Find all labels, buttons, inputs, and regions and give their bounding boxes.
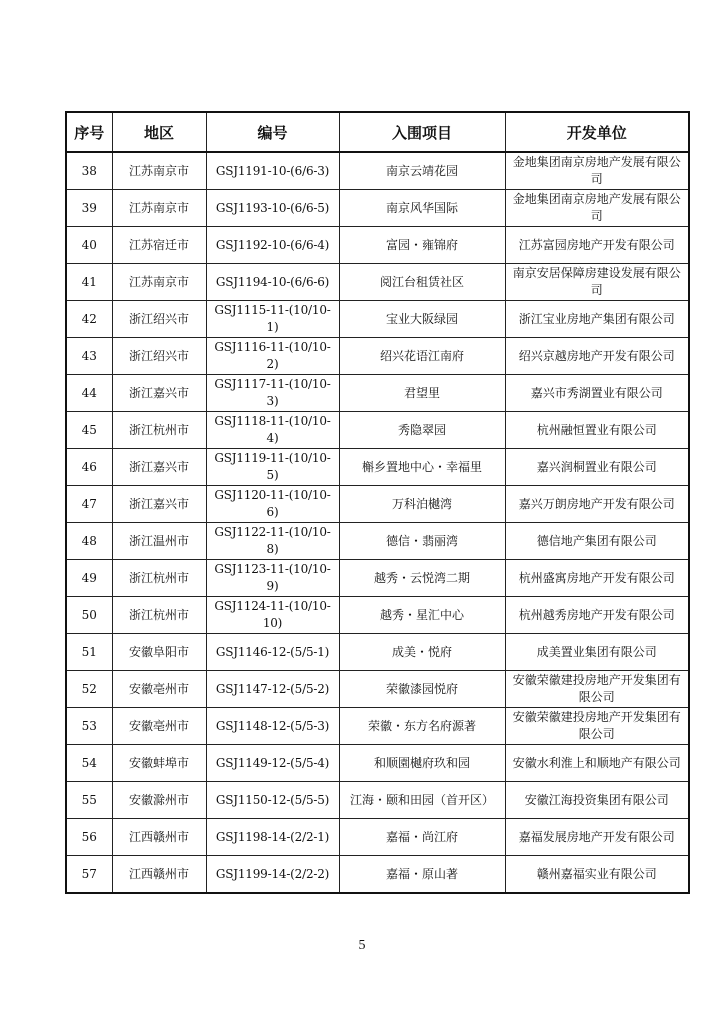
table-row: [66, 856, 689, 894]
header-index: 序号: [66, 112, 112, 152]
cell-project: 南京云靖花园: [339, 152, 505, 190]
cell-region: 浙江绍兴市: [112, 301, 206, 338]
cell-code: GSJ1117-11-(10/10-3): [206, 375, 339, 412]
cell-project: 嘉福・原山著: [339, 856, 505, 894]
cell-developer: 嘉兴万朗房地产开发有限公司: [505, 486, 689, 523]
header-code: 编号: [206, 112, 339, 152]
cell-project: 南京风华国际: [339, 190, 505, 227]
project-table: [65, 111, 690, 894]
table-row: [66, 338, 689, 375]
cell-developer: 浙江宝业房地产集团有限公司: [505, 301, 689, 338]
cell-region: 浙江绍兴市: [112, 338, 206, 375]
cell-region: 浙江嘉兴市: [112, 449, 206, 486]
header-project: 入围项目: [339, 112, 505, 152]
cell-project: 君望里: [339, 375, 505, 412]
table-row: [66, 745, 689, 782]
cell-index: 54: [66, 745, 112, 782]
cell-code: GSJ1193-10-(6/6-5): [206, 190, 339, 227]
table-row: [66, 782, 689, 819]
cell-index: 39: [66, 190, 112, 227]
cell-project: 成美・悦府: [339, 634, 505, 671]
cell-project: 德信・翡丽湾: [339, 523, 505, 560]
cell-code: GSJ1119-11-(10/10-5): [206, 449, 339, 486]
cell-project: 万科泊樾湾: [339, 486, 505, 523]
cell-region: 江西赣州市: [112, 856, 206, 894]
cell-developer: 安徽江海投资集团有限公司: [505, 782, 689, 819]
cell-region: 江苏南京市: [112, 152, 206, 190]
cell-code: GSJ1146-12-(5/5-1): [206, 634, 339, 671]
cell-index: 41: [66, 264, 112, 301]
cell-developer: 安徽荣徽建投房地产开发集团有限公司: [505, 671, 689, 708]
cell-index: 48: [66, 523, 112, 560]
cell-project: 绍兴花语江南府: [339, 338, 505, 375]
cell-developer: 德信地产集团有限公司: [505, 523, 689, 560]
cell-index: 40: [66, 227, 112, 264]
cell-code: GSJ1122-11-(10/10-8): [206, 523, 339, 560]
cell-developer: 杭州盛寓房地产开发有限公司: [505, 560, 689, 597]
cell-project: 和顺園樾府玖和园: [339, 745, 505, 782]
page-number: 5: [358, 938, 366, 953]
cell-index: 43: [66, 338, 112, 375]
cell-project: 越秀・云悦湾二期: [339, 560, 505, 597]
cell-developer: 安徽水利淮上和顺地产有限公司: [505, 745, 689, 782]
cell-code: GSJ1194-10-(6/6-6): [206, 264, 339, 301]
cell-developer: 嘉兴润桐置业有限公司: [505, 449, 689, 486]
header-region: 地区: [112, 112, 206, 152]
cell-code: GSJ1150-12-(5/5-5): [206, 782, 339, 819]
table-row: [66, 523, 689, 560]
table-row: [66, 671, 689, 708]
cell-code: GSJ1118-11-(10/10-4): [206, 412, 339, 449]
cell-developer: 安徽荣徽建投房地产开发集团有限公司: [505, 708, 689, 745]
cell-region: 安徽滁州市: [112, 782, 206, 819]
table-header-row: [66, 112, 689, 152]
table-row: [66, 634, 689, 671]
cell-index: 46: [66, 449, 112, 486]
table-row: [66, 227, 689, 264]
cell-region: 安徽亳州市: [112, 708, 206, 745]
cell-project: 槲乡置地中心・幸福里: [339, 449, 505, 486]
cell-index: 38: [66, 152, 112, 190]
cell-developer: 金地集团南京房地产发展有限公司: [505, 152, 689, 190]
cell-index: 50: [66, 597, 112, 634]
cell-developer: 杭州越秀房地产开发有限公司: [505, 597, 689, 634]
cell-project: 荣徽・东方名府源著: [339, 708, 505, 745]
cell-code: GSJ1148-12-(5/5-3): [206, 708, 339, 745]
cell-developer: 绍兴京越房地产开发有限公司: [505, 338, 689, 375]
cell-project: 嘉福・尚江府: [339, 819, 505, 856]
cell-region: 安徽亳州市: [112, 671, 206, 708]
cell-index: 47: [66, 486, 112, 523]
cell-region: 江苏南京市: [112, 264, 206, 301]
table-row: [66, 375, 689, 412]
cell-code: GSJ1199-14-(2/2-2): [206, 856, 339, 894]
cell-code: GSJ1124-11-(10/10-10): [206, 597, 339, 634]
cell-code: GSJ1116-11-(10/10-2): [206, 338, 339, 375]
table-row: [66, 708, 689, 745]
cell-project: 宝业大阪绿园: [339, 301, 505, 338]
cell-index: 53: [66, 708, 112, 745]
table-row: [66, 264, 689, 301]
cell-index: 44: [66, 375, 112, 412]
table-row: [66, 597, 689, 634]
table-row: [66, 152, 689, 190]
cell-region: 安徽蚌埠市: [112, 745, 206, 782]
header-developer: 开发单位: [505, 112, 689, 152]
cell-code: GSJ1147-12-(5/5-2): [206, 671, 339, 708]
table-row: [66, 486, 689, 523]
cell-index: 56: [66, 819, 112, 856]
cell-code: GSJ1115-11-(10/10-1): [206, 301, 339, 338]
cell-code: GSJ1198-14-(2/2-1): [206, 819, 339, 856]
cell-developer: 嘉兴市秀湖置业有限公司: [505, 375, 689, 412]
cell-developer: 金地集团南京房地产发展有限公司: [505, 190, 689, 227]
cell-region: 浙江杭州市: [112, 560, 206, 597]
cell-developer: 成美置业集团有限公司: [505, 634, 689, 671]
cell-developer: 江苏富园房地产开发有限公司: [505, 227, 689, 264]
cell-region: 浙江嘉兴市: [112, 486, 206, 523]
cell-code: GSJ1123-11-(10/10-9): [206, 560, 339, 597]
cell-index: 57: [66, 856, 112, 894]
table-row: [66, 560, 689, 597]
cell-index: 45: [66, 412, 112, 449]
cell-developer: 南京安居保障房建设发展有限公司: [505, 264, 689, 301]
cell-region: 浙江嘉兴市: [112, 375, 206, 412]
cell-index: 52: [66, 671, 112, 708]
cell-region: 江西赣州市: [112, 819, 206, 856]
table-body: [66, 152, 689, 893]
table-row: [66, 301, 689, 338]
cell-developer: 杭州融恒置业有限公司: [505, 412, 689, 449]
cell-project: 江海・颐和田园（首开区）: [339, 782, 505, 819]
cell-region: 浙江温州市: [112, 523, 206, 560]
cell-project: 阅江台租赁社区: [339, 264, 505, 301]
table-row: [66, 819, 689, 856]
table-row: [66, 190, 689, 227]
cell-code: GSJ1192-10-(6/6-4): [206, 227, 339, 264]
cell-region: 安徽阜阳市: [112, 634, 206, 671]
cell-index: 51: [66, 634, 112, 671]
cell-code: GSJ1191-10-(6/6-3): [206, 152, 339, 190]
cell-project: 荣徽漆园悦府: [339, 671, 505, 708]
cell-region: 江苏南京市: [112, 190, 206, 227]
cell-index: 49: [66, 560, 112, 597]
table-row: [66, 412, 689, 449]
cell-code: GSJ1149-12-(5/5-4): [206, 745, 339, 782]
table-row: [66, 449, 689, 486]
cell-index: 55: [66, 782, 112, 819]
cell-project: 越秀・星汇中心: [339, 597, 505, 634]
cell-region: 浙江杭州市: [112, 597, 206, 634]
cell-region: 江苏宿迁市: [112, 227, 206, 264]
cell-developer: 赣州嘉福实业有限公司: [505, 856, 689, 894]
cell-code: GSJ1120-11-(10/10-6): [206, 486, 339, 523]
cell-project: 富园・雍锦府: [339, 227, 505, 264]
cell-index: 42: [66, 301, 112, 338]
cell-region: 浙江杭州市: [112, 412, 206, 449]
cell-project: 秀隐翠园: [339, 412, 505, 449]
cell-developer: 嘉福发展房地产开发有限公司: [505, 819, 689, 856]
